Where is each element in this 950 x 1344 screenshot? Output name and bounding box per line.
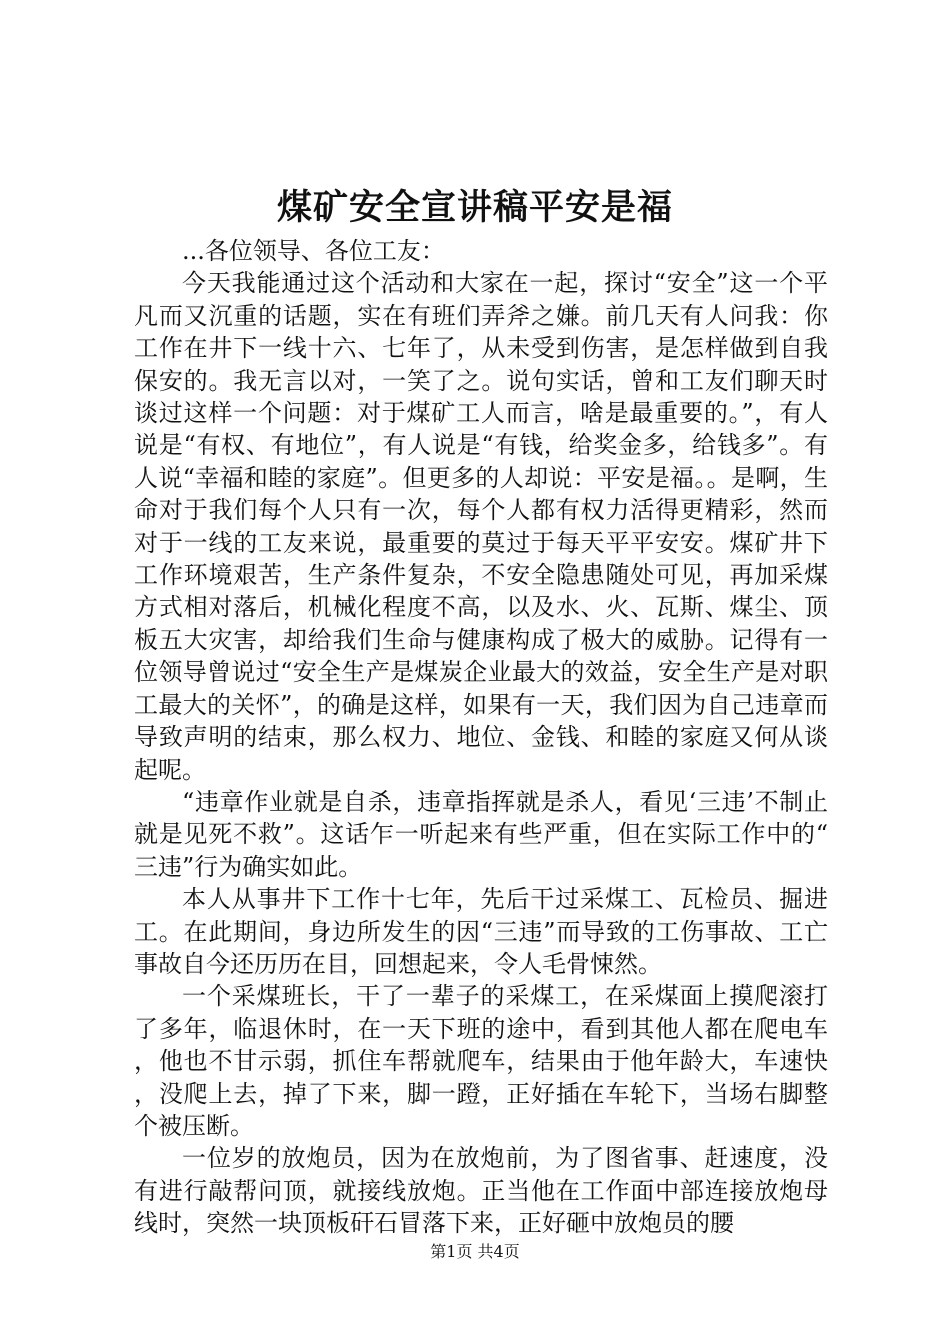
body-paragraph: 本人从事井下工作十七年，先后干过采煤工、瓦检员、掘进工。在此期间，身边所发生的因“三违”而导致的工伤事故、工亡事故自今还历历在目，回想起来，令人毛骨悚然。: [134, 885, 828, 978]
document-title: 煤矿安全宣讲稿平安是福: [276, 187, 673, 228]
body-paragraph: 一个采煤班长，干了一辈子的采煤工，在采煤面上摸爬滚打了多年，临退休时，在一天下班的途中，看到其他人都在爬电车，他也不甘示弱，抓住车帮就爬车，结果由于他年龄大，车速快，没爬上去，掉了下来，脚一蹬，正好插在车轮下，当场右脚整个被压断。: [134, 982, 828, 1140]
body-paragraph: 今天我能通过这个活动和大家在一起，探讨“安全”这一个平凡而又沉重的话题，实在有班们弄斧之嫌。前几天有人问我：你工作在井下一线十六、七年了，从未受到伤害，是怎样做到自我保安的。我无言以对，一笑了之。说句实话，曾和工友们聊天时谈过这样一个问题：对于煤矿工人而言，啥是最重要的。”，有人说是“有权、有地位”，有人说是“有钱，给奖金多，给钱多”。有人说“幸福和睦的家庭”。但更多的人却说：平安是福。。是啊，生命对于我们每个人只有一次，每个人都有权力活得更精彩，然而对于一线的工友来说，最重要的莫过于每天平平安安。煤矿井下工作环境艰苦，生产条件复杂，不安全隐患随处可见，再加采煤方式相对落后，机械化程度不高，以及水、火、瓦斯、煤尘、顶板五大灾害，却给我们生命与健康构成了极大的威胁。记得有一位领导曾说过“安全生产是煤炭企业最大的效益，安全生产是对职工最大的关怀”，的确是这样，如果有一天，我们因为自己违章而导致声明的结束，那么权力、地位、金钱、和睦的家庭又何从谈起呢。: [134, 269, 828, 784]
body-paragraph: 一位岁的放炮员，因为在放炮前，为了图省事、赶速度，没有进行敲帮问顶，就接线放炮。正当他在工作面中部连接放炮母线时，突然一块顶板矸石冒落下来，正好砸中放炮员的腰: [134, 1144, 828, 1238]
salutation-paragraph: ...各位领导、各位工友：: [182, 237, 445, 265]
body-paragraph: “违章作业就是自杀，违章指挥就是杀人，看见‘三违’不制止就是见死不救”。这话乍一听起来有些严重，但在实际工作中的“三违”行为确实如此。: [134, 787, 828, 881]
document-body: [134, 235, 828, 1240]
page-number-footer: 第1页 共4页: [430, 1242, 520, 1261]
